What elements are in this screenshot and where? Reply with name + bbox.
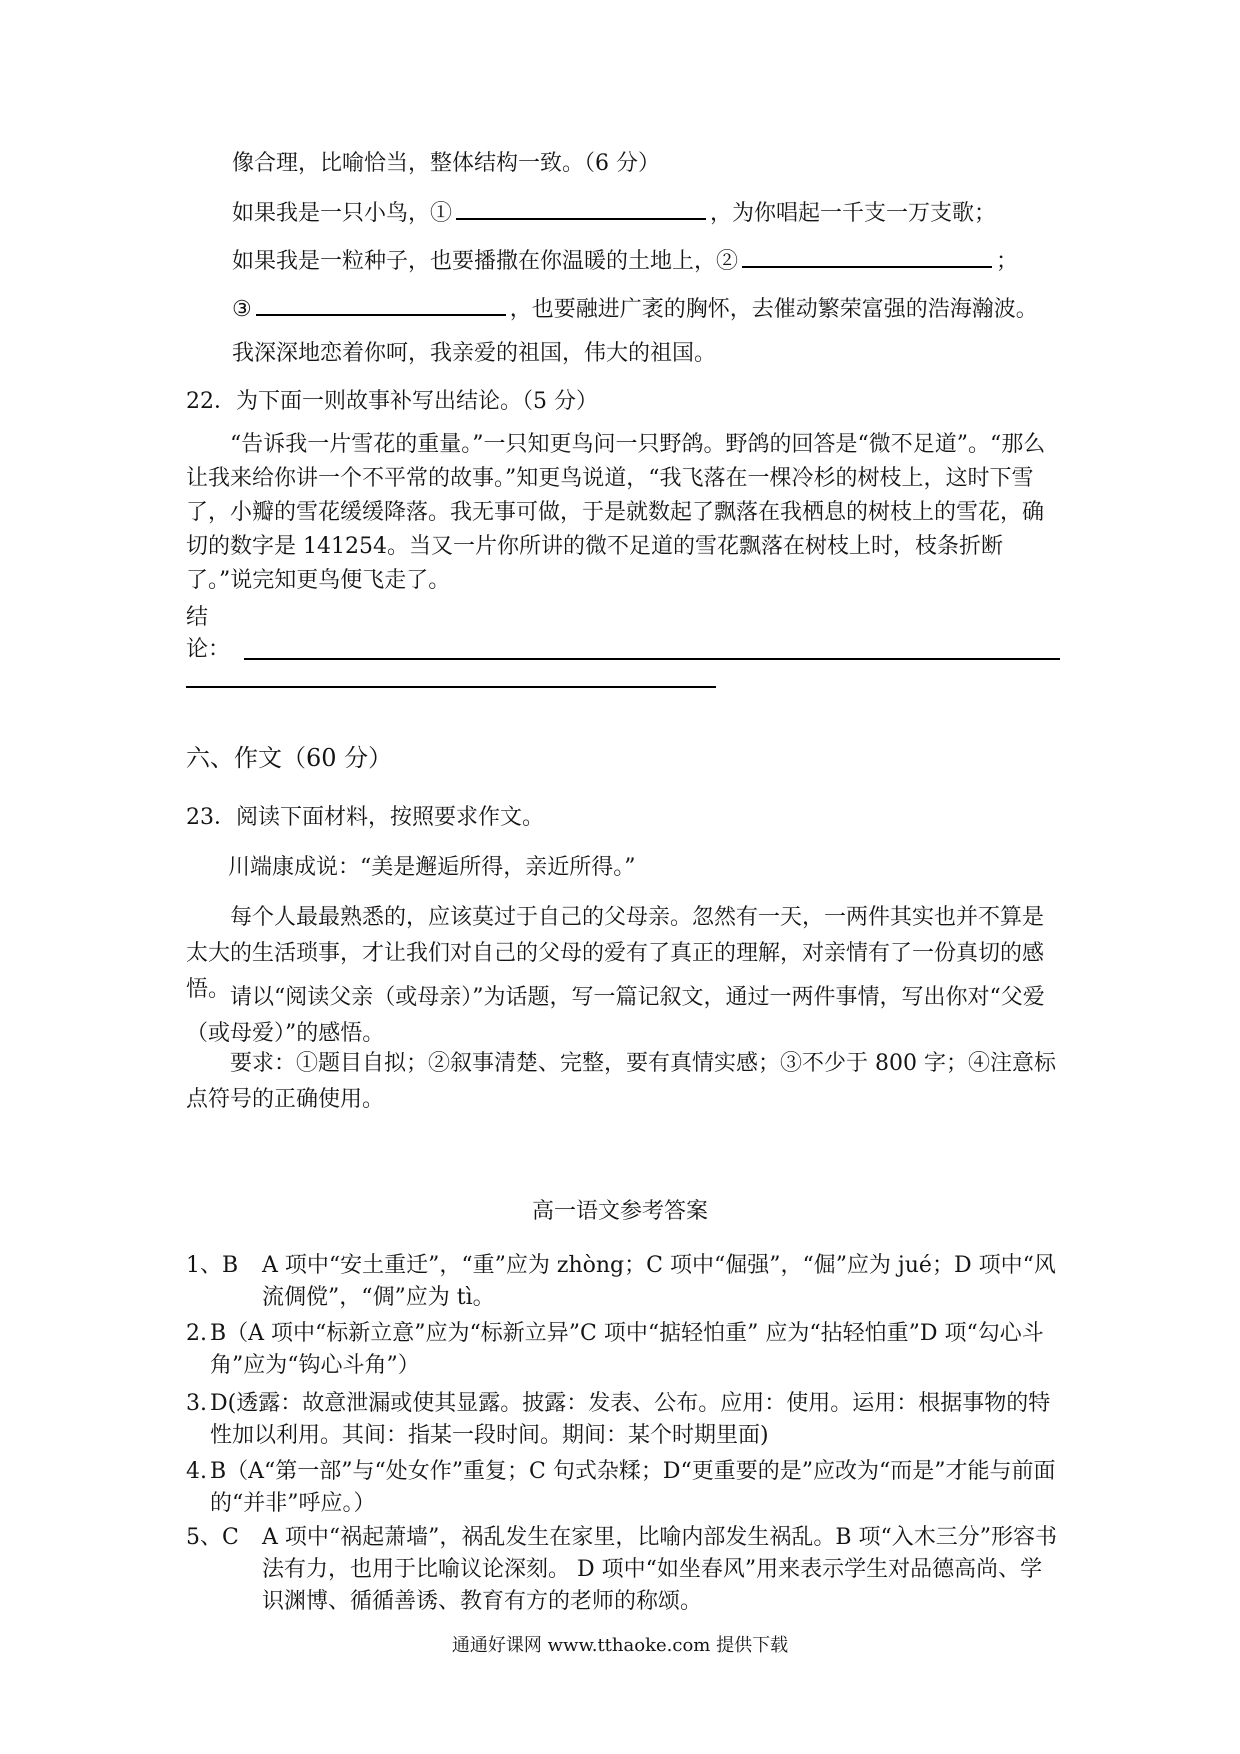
answer-number: 2. — [186, 1321, 207, 1346]
poem-line-2-post: ； — [996, 249, 1019, 274]
answer-text: B（A“第一部”与“处女作”重复；C 句式杂糅；D“更重要的是”应改为“而是”才能与前面的“并非”呼应。） — [210, 1459, 1056, 1516]
answer-number: 5、C — [186, 1525, 239, 1550]
poem-intro: 像合理，比喻恰当，整体结构一致。（6 分） — [232, 151, 660, 176]
poem-line-1-pre: 如果我是一只小鸟，① — [232, 201, 453, 226]
answer-blank-3[interactable] — [256, 292, 506, 316]
poem-line-4: 我深深地恋着你呵，我亲爱的祖国，伟大的祖国。 — [232, 341, 717, 366]
conclusion-answer-line-1[interactable] — [244, 658, 1060, 660]
poem-line-2 — [232, 244, 1018, 278]
material-paragraph-1: 每个人最最熟悉的，应该莫过于自己的父母亲。忽然有一天，一两件其实也并不算是太大的生活琐事，才让我们对自己的父母的爱有了真正的理解，对亲情有了一份真切的感悟。 — [186, 905, 1045, 1002]
answer-item — [186, 1456, 1058, 1520]
poem-line-3-pre: ③ — [232, 297, 252, 322]
answer-item — [186, 1318, 1058, 1382]
poem-line-1-post: ，为你唱起一千支一万支歌； — [710, 201, 997, 226]
requirements-paragraph: 要求：①题目自拟；②叙事清楚、完整，要有真情实感；③不少于 800 字；④注意标点符号的正确使用。 — [186, 1051, 1056, 1112]
conclusion-answer-line-2[interactable] — [186, 686, 716, 688]
answer-number: 4. — [186, 1459, 207, 1484]
answer-text: D(透露：故意泄漏或使其显露。披露：发表、公布。应用：使用。运用：根据事物的特性加以利用。其间：指某一段时间。期间：某个时期里面) — [210, 1391, 1051, 1448]
answer-item — [186, 1522, 1058, 1618]
material-paragraph-2: 请以“阅读父亲（或母亲）”为话题，写一篇记叙文，通过一两件事情，写出你对“父爱（或母爱）”的感悟。 — [186, 985, 1045, 1046]
question-22-story: “告诉我一片雪花的重量。”一只知更鸟问一只野鸽。野鸽的回答是“微不足道”。“那么让我来给你讲一个不平常的故事。”知更鸟说道，“我飞落在一棵冷杉的树枝上，这时下雪了，小瓣的雪花缓缓降落。我无事可做，于是就数起了飘落在我栖息的树枝上的雪花，确切的数字是 141254。当又一片你所讲的微不足道的雪花飘落在树枝上时，枝条折断了。”说完知更鸟便飞走了。 — [186, 432, 1046, 593]
question-23-heading: 23．阅读下面材料，按照要求作文。 — [186, 805, 544, 830]
conclusion-label-1: 结 — [186, 605, 209, 630]
question-22-heading: 22．为下面一则故事补写出结论。（5 分） — [186, 389, 598, 414]
section-6-heading: 六、作文（60 分） — [186, 744, 393, 772]
poem-line-2-pre: 如果我是一粒种子，也要播撒在你温暖的土地上，② — [232, 249, 739, 274]
answer-number: 3. — [186, 1391, 207, 1416]
kawabata-quote: 川端康成说：“美是邂逅所得，亲近所得。” — [228, 855, 636, 880]
poem-line-1 — [232, 196, 996, 230]
answer-text: A 项中“安土重迁”，“重”应为 zhòng；C 项中“倔强”，“倔”应为 jué；D 项中“风流倜傥”，“倜”应为 tì。 — [262, 1253, 1056, 1310]
answer-number: 1、B — [186, 1253, 239, 1278]
answer-blank-1[interactable] — [456, 196, 706, 220]
answer-item — [186, 1388, 1058, 1452]
conclusion-label-2: 论： — [186, 637, 231, 662]
poem-line-3 — [232, 292, 1038, 326]
answer-item — [186, 1250, 1058, 1314]
answer-text: B（A 项中“标新立意”应为“标新立异”C 项中“掂轻怕重” 应为“拈轻怕重”D 项“勾心斗角”应为“钩心斗角”） — [210, 1321, 1044, 1378]
answer-text: A 项中“祸起萧墙”，祸乱发生在家里，比喻内部发生祸乱。B 项“入木三分”形容书法有力，也用于比喻议论深刻。 D 项中“如坐春风”用来表示学生对品德高尚、学识渊博、循循善诱、教育有方的老师的称颂。 — [262, 1525, 1058, 1614]
poem-line-3-post: ，也要融进广袤的胸怀，去催动繁荣富强的浩海瀚波。 — [509, 297, 1038, 322]
answer-key-title: 高一语文参考答案 — [531, 1199, 708, 1224]
answer-blank-2[interactable] — [742, 244, 992, 268]
page-footer: 通通好课网 www.tthaoke.com 提供下载 — [451, 1635, 789, 1656]
